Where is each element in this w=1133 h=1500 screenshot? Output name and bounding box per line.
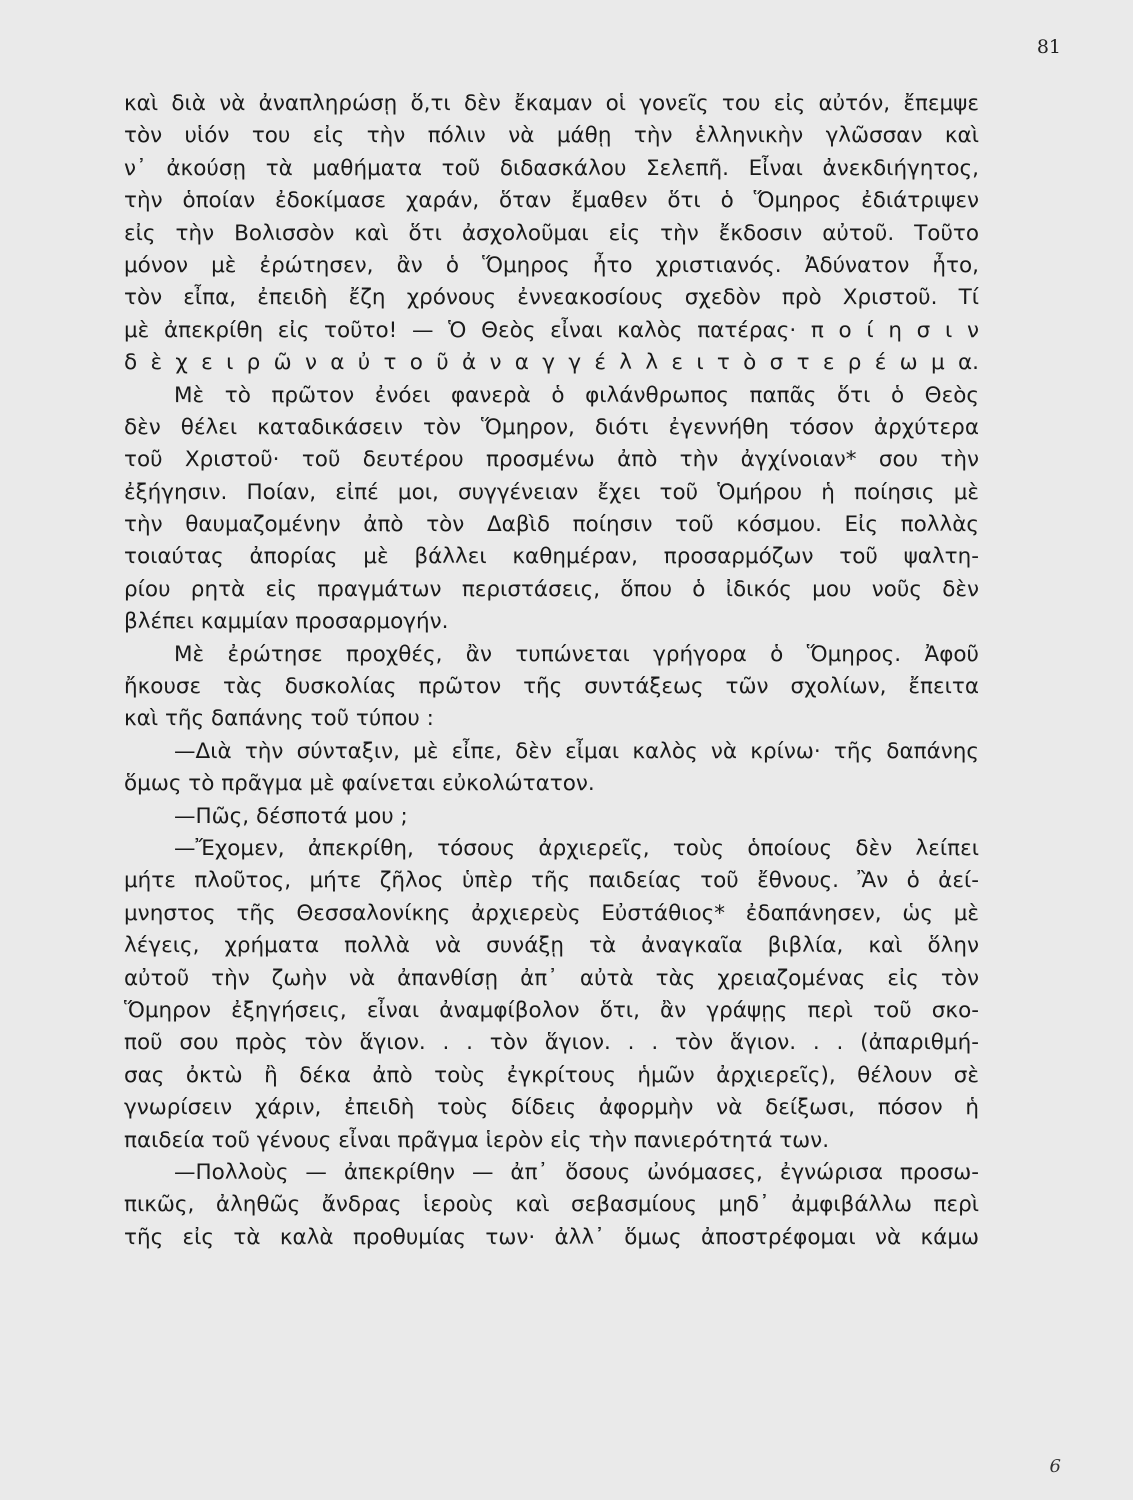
- text-line: αὐτοῦ τὴν ζωὴν νὰ ἀπανθίσῃ ἀπ᾽ αὐτὰ τὰς χρειαζομένας εἰς τὸν: [124, 965, 979, 991]
- text-line: —Πῶς, δέσποτά μου ;: [174, 803, 408, 829]
- text-line: δὲν θέλει καταδικάσειν τὸν Ὅμηρον, διότι ἐγεννήθη τόσον ἀρχύτερα: [124, 414, 979, 440]
- text-line: —Ἔχομεν, ἀπεκρίθη, τόσους ἀρχιερεῖς, τοὺς ὁποίους δὲν λείπει: [174, 835, 979, 861]
- text-line: καὶ τῆς δαπάνης τοῦ τύπου :: [124, 706, 434, 732]
- text-line: τοῦ Χριστοῦ· τοῦ δευτέρου προσμένω ἀπὸ τὴν ἀγχίνοιαν* σου τὴν: [124, 447, 979, 473]
- text-line: βλέπει καμμίαν προσαρμογήν.: [124, 609, 449, 635]
- text-line: τὴν ὁποίαν ἐδοκίμασε χαράν, ὅταν ἔμαθεν ὅτι ὁ Ὅμηρος ἐδιάτριψεν: [124, 188, 979, 214]
- text-line: —Πολλοὺς — ἀπεκρίθην — ἀπ᾽ ὅσους ὠνόμασες, ἐγνώρισα προσω-: [174, 1159, 979, 1185]
- text-line: καὶ διὰ νὰ ἀναπληρώσῃ ὅ,τι δὲν ἔκαμαν οἱ γονεῖς του εἰς αὐτόν, ἔπεμψε: [124, 91, 979, 116]
- signature-mark: 6: [1049, 1456, 1061, 1477]
- text-line: ἤκουσε τὰς δυσκολίας πρῶτον τῆς συντάξεως τῶν σχολίων, ἔπειτα: [124, 674, 979, 700]
- text-line: ποῦ σου πρὸς τὸν ἅγιον. . . τὸν ἅγιον. . . τὸν ἅγιον. . . (ἀπαριθμή-: [124, 1030, 979, 1056]
- text-line: Ὅμηρον ἐξηγήσεις, εἶναι ἀναμφίβολον ὅτι, ἂν γράψῃς περὶ τοῦ σκο-: [124, 997, 979, 1023]
- text-line: σας ὀκτὼ ἢ δέκα ἀπὸ τοὺς ἐγκρίτους ἡμῶν ἀρχιερεῖς), θέλουν σὲ: [124, 1062, 979, 1088]
- text-line: γνωρίσειν χάριν, ἐπειδὴ τοὺς δίδεις ἀφορμὴν νὰ δείξωσι, πόσον ἡ: [124, 1095, 979, 1121]
- text-line: τὸν εἶπα, ἐπειδὴ ἔζη χρόνους ἐννεακοσίους σχεδὸν πρὸ Χριστοῦ. Τί: [124, 285, 979, 311]
- page-number: 81: [1036, 36, 1061, 58]
- text-line: ἐξήγησιν. Ποίαν, εἰπέ μοι, συγγένειαν ἔχει τοῦ Ὁμήρου ἡ ποίησις μὲ: [124, 479, 979, 505]
- text-line: ὅμως τὸ πρᾶγμα μὲ φαίνεται εὐκολώτατον.: [124, 771, 595, 797]
- text-line: τὸν υἱόν του εἰς τὴν πόλιν νὰ μάθῃ τὴν ἑλληνικὴν γλῶσσαν καὶ: [124, 123, 979, 149]
- text-line: τῆς εἰς τὰ καλὰ προθυμίας των· ἀλλ᾽ ὅμως ἀποστρέφομαι νὰ κάμω: [124, 1224, 979, 1250]
- text-line: τοιαύτας ἀπορίας μὲ βάλλει καθημέραν, προσαρμόζων τοῦ ψαλτη-: [124, 544, 979, 570]
- text-line: μόνον μὲ ἐρώτησεν, ἂν ὁ Ὅμηρος ἦτο χριστιανός. Ἀδύνατον ἦτο,: [124, 252, 979, 278]
- text-line: ν᾽ ἀκούσῃ τὰ μαθήματα τοῦ διδασκάλου Σελεπῆ. Εἶναι ἀνεκδιήγητος,: [124, 155, 979, 181]
- text-line: τὴν θαυμαζομένην ἀπὸ τὸν Δαβὶδ ποίησιν τοῦ κόσμου. Εἰς πολλὰς: [124, 512, 979, 538]
- text-line: Μὲ ἐρώτησε προχθές, ἂν τυπώνεται γρήγορα ὁ Ὅμηρος. Ἀφοῦ: [174, 641, 979, 667]
- text-line: ρίου ρητὰ εἰς πραγμάτων περιστάσεις, ὅπου ὁ ἰδικός μου νοῦς δὲν: [124, 576, 979, 602]
- text-line: δ ὲ χ ε ι ρ ῶ ν α ὐ τ ο ῦ ἀ ν α γ γ έ λ λ ε ι τ ὸ σ τ ε ρ έ ω μ α.: [124, 350, 979, 376]
- text-line: μήτε πλοῦτος, μήτε ζῆλος ὑπὲρ τῆς παιδείας τοῦ ἔθνους. Ἂν ὁ ἀεί-: [124, 868, 979, 894]
- text-line: παιδεία τοῦ γένους εἶναι πρᾶγμα ἱερὸν εἰς τὴν πανιερότητά των.: [124, 1127, 830, 1153]
- body-text: [124, 88, 979, 1254]
- text-line: —Διὰ τὴν σύνταξιν, μὲ εἶπε, δὲν εἶμαι καλὸς νὰ κρίνω· τῆς δαπάνης: [174, 738, 979, 764]
- text-line: Μὲ τὸ πρῶτον ἐνόει φανερὰ ὁ φιλάνθρωπος παπᾶς ὅτι ὁ Θεὸς: [174, 382, 979, 408]
- text-line: μὲ ἀπεκρίθη εἰς τοῦτο! — Ὁ Θεὸς εἶναι καλὸς πατέρας· π ο ί η σ ι ν: [124, 317, 979, 343]
- text-line: εἰς τὴν Βολισσὸν καὶ ὅτι ἀσχολοῦμαι εἰς τὴν ἔκδοσιν αὐτοῦ. Τοῦτο: [124, 220, 979, 246]
- text-line: πικῶς, ἀληθῶς ἄνδρας ἱεροὺς καὶ σεβασμίους μηδ᾽ ἀμφιβάλλω περὶ: [124, 1192, 979, 1218]
- text-line: λέγεις, χρήματα πολλὰ νὰ συνάξῃ τὰ ἀναγκαῖα βιβλία, καὶ ὅλην: [124, 933, 979, 959]
- text-line: μνηστος τῆς Θεσσαλονίκης ἀρχιερεὺς Εὐστάθιος* ἐδαπάνησεν, ὡς μὲ: [124, 900, 979, 926]
